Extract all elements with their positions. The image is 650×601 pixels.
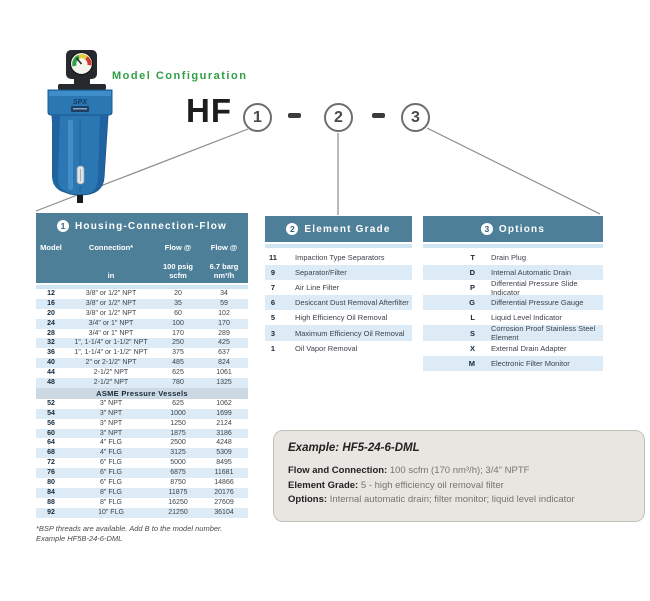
model-row — [36, 378, 248, 388]
option-row-cell: Differential Pressure Gauge — [491, 298, 584, 308]
model-row-cell: 6" FLG — [100, 478, 122, 486]
option-row — [423, 280, 603, 295]
model-row-cell: 64 — [47, 439, 55, 447]
model-row-cell: 14866 — [214, 478, 234, 486]
element-grade-row — [265, 295, 412, 310]
example-options-label: Options: — [288, 494, 328, 505]
element-grade-row — [265, 341, 412, 356]
model-row-cell: 4" FLG — [100, 439, 122, 447]
element-grade-row-cell: 7 — [270, 283, 276, 293]
option-row-cell: T — [470, 253, 475, 263]
model-row-cell: 1", 1-1/4" or 1-1/2" NPT — [74, 339, 148, 347]
option-row — [423, 324, 603, 343]
element-grade-row-cell: 11 — [269, 253, 277, 263]
element-grade-row-cell: 5 — [270, 313, 276, 323]
model-row-cell: 1875 — [170, 429, 186, 437]
model-prefix: HF — [186, 92, 232, 129]
model-row-cell: 11875 — [168, 488, 188, 496]
model-row-cell: 10" FLG — [98, 508, 124, 516]
table1-column-headers — [36, 239, 248, 283]
model-row-cell: 2-1/2" NPT — [93, 369, 129, 377]
model-row-cell: 28 — [47, 329, 55, 337]
example-grade-label: Element Grade: — [288, 479, 359, 491]
model-row-cell: 375 — [172, 349, 184, 357]
model-row — [36, 299, 248, 309]
col-flow-barg — [200, 239, 248, 283]
option-row-cell: Differential Pressure Slide Indicator — [491, 278, 578, 297]
model-row-cell: 780 — [172, 378, 184, 386]
table1-title: Housing-Connection-Flow — [74, 220, 228, 232]
element-grade-rows — [265, 250, 412, 356]
model-row-cell: 72 — [47, 459, 55, 467]
model-row — [36, 498, 248, 508]
model-row — [36, 429, 248, 439]
model-row-cell: 1062 — [216, 399, 232, 407]
model-row-cell: 21250 — [168, 508, 188, 516]
option-row-cell: Drain Plug — [491, 253, 527, 263]
model-row-cell: 76 — [47, 469, 55, 477]
model-row-cell: 6" FLG — [100, 459, 122, 467]
model-row — [36, 338, 248, 348]
model-row-cell: 3/8" or 1/2" NPT — [85, 299, 137, 307]
model-row-cell: 5000 — [170, 459, 186, 467]
element-grade-row — [265, 250, 412, 265]
example-grade-line — [288, 479, 630, 494]
col-flow1-unit2: scfm — [169, 271, 187, 280]
model-row-cell: 1250 — [170, 419, 186, 427]
footnote-line-1: *BSP threads are available. Add B to the model number. — [36, 524, 223, 533]
element-grade-row — [265, 265, 412, 280]
model-row-cell: 8" FLG — [100, 498, 122, 506]
model-row-cell: 8" FLG — [100, 488, 122, 496]
model-row — [36, 419, 248, 429]
option-row-cell: L — [470, 313, 475, 323]
model-row — [36, 458, 248, 468]
badge-1-icon: 1 — [57, 220, 69, 232]
model-row — [36, 329, 248, 339]
option-row-cell: X — [469, 343, 475, 353]
model-row — [36, 358, 248, 368]
option-row-cell: G — [469, 298, 475, 308]
example-options-line — [288, 493, 630, 508]
option-rows — [423, 250, 603, 371]
badge-2-icon: 2 — [286, 223, 298, 235]
model-row-cell: 84 — [47, 488, 55, 496]
model-row — [36, 399, 248, 409]
option-row-cell: Liquid Level Indicator — [491, 313, 562, 323]
table2-title: Element Grade — [304, 223, 391, 235]
col-flow2-unit2: nm³/h — [213, 271, 235, 280]
model-row-cell: 24 — [47, 319, 55, 327]
model-row-cell: 425 — [218, 339, 230, 347]
table3-header — [423, 216, 603, 242]
housing-connection-flow-table — [36, 213, 248, 518]
model-row — [36, 348, 248, 358]
model-row-cell: 3/4" or 1" NPT — [88, 329, 134, 337]
option-row-cell: Corrosion Proof Stainless Steel Element — [491, 324, 596, 343]
segment-1-number: 1 — [253, 108, 262, 126]
model-row-cell: 20176 — [214, 488, 234, 496]
model-row-cell: 1000 — [170, 409, 186, 417]
model-row-cell: 3/4" or 1" NPT — [88, 319, 134, 327]
model-row-cell: 5309 — [216, 449, 232, 457]
model-row-cell: 52 — [47, 399, 55, 407]
option-row-cell: External Drain Adapter — [491, 343, 567, 353]
col-model — [36, 239, 66, 283]
table3-title: Options — [498, 223, 546, 235]
asme-section-header: ASME Pressure Vessels — [36, 388, 248, 399]
model-row-cell: 289 — [218, 329, 230, 337]
col-flow2-unit1: 6.7 barg — [209, 262, 239, 271]
example-title: Example: HF5-24-6-DML — [288, 442, 420, 454]
option-row-cell: S — [469, 328, 475, 338]
table1-header — [36, 213, 248, 239]
model-row-cell: 80 — [47, 478, 55, 486]
element-grade-row-cell: Maximum Efficiency Oil Removal — [295, 328, 405, 338]
model-row-cell: 2" or 2-1/2" NPT — [85, 359, 137, 367]
model-row-cell: 100 — [172, 319, 184, 327]
model-row-cell: 250 — [172, 339, 184, 347]
page-title: Model Configuration — [112, 70, 248, 82]
element-grade-row — [265, 325, 412, 340]
example-options-value: Internal automatic drain; filter monitor; liquid level indicator — [327, 494, 575, 505]
element-grade-row-cell: Air Line Filter — [295, 283, 340, 293]
model-row-cell: 625 — [172, 399, 184, 407]
asme-rows — [36, 399, 248, 518]
col-flow1-unit1: 100 psig — [162, 262, 193, 271]
segment-2-number: 2 — [334, 108, 343, 126]
element-grade-row — [265, 310, 412, 325]
element-grade-table — [265, 216, 412, 356]
model-row — [36, 508, 248, 518]
option-row — [423, 341, 603, 356]
element-grade-row-cell: Impaction Type Separators — [295, 253, 385, 263]
model-row-cell: 102 — [218, 309, 230, 317]
model-row-cell: 6" FLG — [100, 469, 122, 477]
brand-logo: SPX — [72, 99, 88, 106]
model-row-cell: 4" FLG — [100, 449, 122, 457]
col-connection-label: Connection* — [88, 243, 134, 252]
model-row — [36, 319, 248, 329]
model-row-cell: 1699 — [216, 409, 232, 417]
model-row-cell: 56 — [47, 419, 55, 427]
model-row-cell: 170 — [172, 329, 184, 337]
model-row-cell: 44 — [47, 369, 55, 377]
model-row-cell: 40 — [47, 359, 55, 367]
model-row-cell: 3" NPT — [99, 419, 123, 427]
segment-3-number: 3 — [411, 108, 420, 126]
model-row-cell: 824 — [218, 359, 230, 367]
model-row-cell: 12 — [47, 289, 55, 297]
example-box — [273, 430, 645, 522]
col-model-label: Model — [40, 243, 62, 252]
model-row — [36, 468, 248, 478]
col-flow2-label: Flow @ — [210, 243, 238, 252]
col-flow1-label: Flow @ — [164, 243, 192, 252]
model-row — [36, 368, 248, 378]
option-row-cell: Internal Automatic Drain — [491, 268, 572, 278]
option-row — [423, 250, 603, 265]
element-grade-row-cell: 3 — [270, 328, 276, 338]
model-row-cell: 3125 — [170, 449, 186, 457]
col-flow-psig — [156, 239, 200, 283]
model-row — [36, 478, 248, 488]
model-row-cell: 34 — [220, 289, 228, 297]
option-row — [423, 356, 603, 371]
badge-3-icon: 3 — [481, 223, 493, 235]
dash-separator — [372, 113, 385, 118]
model-row-cell: 68 — [47, 449, 55, 457]
filter-product-image — [38, 48, 122, 204]
col-connection — [66, 239, 156, 283]
model-row-cell: 2-1/2" NPT — [93, 378, 129, 386]
model-row-cell: 3" NPT — [99, 399, 123, 407]
example-flow-label: Flow and Connection: — [288, 465, 388, 476]
element-grade-row-cell: 9 — [270, 268, 276, 278]
model-row-cell: 48 — [47, 378, 55, 386]
model-row-cell: 3186 — [216, 429, 232, 437]
model-row-cell: 59 — [220, 299, 228, 307]
model-row-cell: 20 — [47, 309, 55, 317]
col-connection-unit: in — [107, 271, 115, 280]
model-row-cell: 3" NPT — [99, 429, 123, 437]
option-row-cell: D — [469, 268, 475, 278]
model-row-cell: 60 — [174, 309, 182, 317]
model-row — [36, 438, 248, 448]
element-grade-row-cell: 6 — [270, 298, 276, 308]
footnote-line-2: Example HF5B-24-6-DML — [36, 533, 123, 543]
model-row — [36, 488, 248, 498]
options-table — [423, 216, 603, 371]
model-row-cell: 3/8" or 1/2" NPT — [85, 309, 137, 317]
npt-rows — [36, 289, 248, 388]
element-grade-row — [265, 280, 412, 295]
model-row-cell: 35 — [174, 299, 182, 307]
segment-2-circle — [324, 103, 353, 132]
model-row-cell: 20 — [174, 289, 182, 297]
segment-3-circle — [401, 103, 430, 132]
model-row-cell: 92 — [47, 508, 55, 516]
segment-1-circle — [243, 103, 272, 132]
model-row-cell: 3/8" or 1/2" NPT — [85, 289, 137, 297]
model-row-cell: 1", 1-1/4" or 1-1/2" NPT — [74, 349, 148, 357]
model-row-cell: 2124 — [216, 419, 232, 427]
model-row — [36, 309, 248, 319]
model-row-cell: 6875 — [170, 469, 186, 477]
example-flow-line — [288, 464, 630, 479]
model-row-cell: 2500 — [170, 439, 186, 447]
model-row-cell: 54 — [47, 409, 55, 417]
model-row — [36, 448, 248, 458]
model-row-cell: 485 — [172, 359, 184, 367]
drain-stub — [77, 195, 83, 203]
model-row-cell: 4248 — [216, 439, 232, 447]
bsp-footnote — [36, 524, 222, 543]
model-row — [36, 409, 248, 419]
model-row-cell: 11681 — [214, 469, 234, 477]
example-grade-value: 5 - high efficiency oil removal filter — [358, 479, 504, 491]
model-row-cell: 36104 — [214, 508, 234, 516]
model-row-cell: 8495 — [216, 459, 232, 467]
model-row-cell: 170 — [218, 319, 230, 327]
option-row-cell: Electronic Filter Monitor — [491, 358, 570, 368]
model-row-cell: 1061 — [216, 369, 232, 377]
model-row-cell: 1325 — [216, 378, 232, 386]
model-row-cell: 36 — [47, 349, 55, 357]
element-grade-row-cell: Oil Vapor Removal — [295, 343, 358, 353]
element-grade-row-cell: High Efficiency Oil Removal — [295, 313, 388, 323]
element-grade-row-cell: Separator/Filter — [295, 268, 347, 278]
dash-separator — [288, 113, 301, 118]
option-row-cell: M — [468, 358, 475, 368]
model-row-cell: 27609 — [214, 498, 234, 506]
model-row-cell: 60 — [47, 429, 55, 437]
model-row-cell: 637 — [218, 349, 230, 357]
model-row-cell: 8750 — [170, 478, 186, 486]
option-row — [423, 295, 603, 310]
table2-header — [265, 216, 412, 242]
model-row-cell: 625 — [172, 369, 184, 377]
model-row-cell: 3" NPT — [99, 409, 123, 417]
option-row-cell: P — [469, 283, 475, 293]
model-row-cell: 16250 — [168, 498, 188, 506]
model-row-cell: 16 — [47, 299, 55, 307]
model-row-cell: 88 — [47, 498, 55, 506]
example-flow-value: 100 scfm (170 nm³/h); 3/4" NPTF — [387, 465, 530, 476]
element-grade-row-cell: 1 — [270, 343, 276, 353]
element-grade-row-cell: Desiccant Dust Removal Afterfilter — [295, 298, 409, 308]
model-row — [36, 289, 248, 299]
model-row-cell: 32 — [47, 339, 55, 347]
